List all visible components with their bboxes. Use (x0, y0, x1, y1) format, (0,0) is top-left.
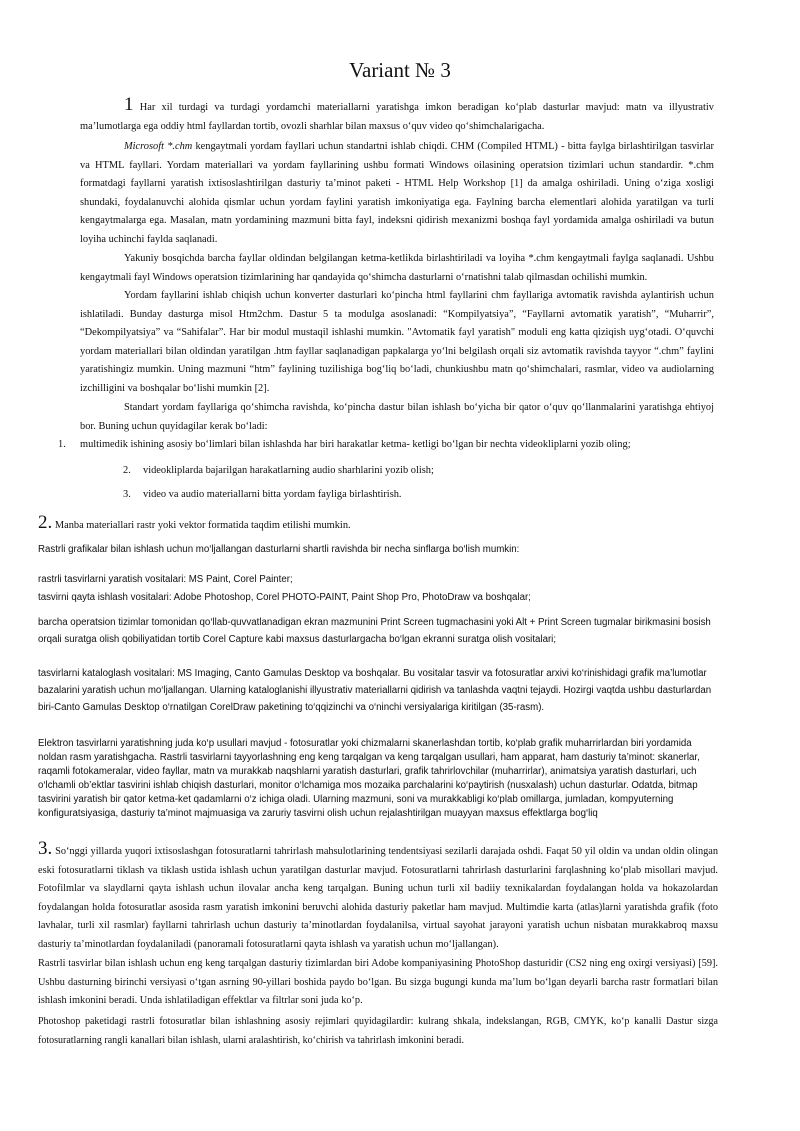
paragraph-2-emphasis: Microsoft *.chm (124, 141, 193, 152)
section-3-paragraph-1-text: So‘nggi yillarda yuqori ixtisoslashgan fotosuratlarni tahrirlash mahsulotlarining tendentsiyasi sezilarli darajada oshdi. Faqat 50 yil oldin va undan oldin olingan eski fotosuratlarni tiklash va tiklash ustida ishlash uchun yaratilgan dasturlar mavjud. Fotosuratlarni tahrirlash dasturlarini farqlashning ko‘plab misollari mavjud. Fotofilmlar va slaydlarni qayta ishlash uchun ilovalar ancha keng tarqalgan. Buning uchun turli xil badiiy texnikalardan foydalangan holda va hokazolardan foydalangan holda fotosuratlar asosida rasm yaratish imkonini beruvchi alohida dasturiy paketlar ham mavjud. Multimdie karta (atlas)larni yaratishda grafik (foto lavhalar, turli xil rasmlar) fayllarni tahrirlash uchun dasturiy ta’minotlardan foydalanilsa, virtual sayohat jarayoni yaratish uchun nisbatan murakkabroq maxsu dasturiy ta’minotlardan foydalaniladi (panoramali fotosuratlarni qayta ishlash va yaratish uchun mo‘ljallangan). (38, 846, 718, 950)
list-item (123, 462, 718, 480)
section-3-paragraph-1 (38, 840, 718, 954)
paragraph-2-text: kengaytmali yordam fayllari uchun standartni ishlab chiqdi. CHM (Compiled HTML) - bitta faylga birlashtirilgan tasvirlar va HTML fayllari. Yordam materiallari va yordam fayllarining ushbu formati Windows oilasining operatsion tizimlari uchun standardir. *.chm formatdagi fayllarni yaratish ixtisoslashtirilgan dasturiy ta’minot paketi - HTML Help Workshop [1] da amalga oshiriladi. Uning o‘ziga xosligi shundaki, foydalanuvchi alohida qismlar uchun yordam faylini yaratish imkoniyatiga ega. Faylning barcha elementlari alohida yaratilgan va turli kengaytmalarga ega. Masalan, matn yordamining mazmuni bitta fayl, indeksni qidirish mexanizmi boshqa fayl yordamida amalga oshiriladi va butun loyiha uchinchi faylda saqlanadi. (80, 141, 714, 245)
section-2-intro: Rastrli grafikalar bilan ishlash uchun mo‘ljallangan dasturlarni shartli ravishda bir necha sinflarga bo‘lish mumkin: (38, 544, 520, 555)
list-text: video va audio materiallarni bitta yordam fayliga birlashtirish. (143, 489, 402, 500)
paragraph-1 (80, 94, 714, 136)
paragraph-5: Standart yordam fayllariga qo‘shimcha ravishda, ko‘pincha dastur bilan ishlash bo‘yicha bir qator o‘quv qo‘llanmalarini yaratishga ehtiyoj bor. Buning uchun quyidagilar kerak bo‘ladi: (80, 402, 714, 432)
paragraph-3: Yakuniy bosqichda barcha fayllar oldindan belgilangan ketma-ketlikda birlashtiriladi va loyiha *.chm kengaytmali faylga saqlanadi. Ushbu kengaytmali fayl Windows operatsion tizimlarining har qandayida qo‘shimcha dasturlarni o‘rnatishni talab qilmasdan ochilishi mumkin. (80, 253, 714, 283)
paragraph-1-text: Har xil turdagi va turdagi yordamchi materiallarni yaratishga imkon beradigan ko‘plab dasturlar mavjud: matn va illyustrativ ma’lumotlarga ega oddiy html fayllardan tortib, ovozli sharhlar bilan maxsus o‘quv video qo‘shimchalarigacha. (80, 102, 714, 132)
section-number-2: 2. (38, 512, 53, 533)
list-text: videokliplarda bajarilgan harakatlarning audio sharhlarini yozib olish; (143, 465, 434, 476)
section-number-1: 1 (124, 94, 134, 115)
section-2-paragraph: Elektron tasvirlarni yaratishning juda ko‘p usullari mavjud - fotosuratlar yoki chizmalarni skanerlashdan tortib, ko‘plab grafik muharrirlardan biri yordamida noldan rasm yaratishgacha. Rastrli tasvirlarni tayyorlashning eng keng tarqalgan va keng tarqalgan usullari, ham apparat, ham dasturiy ta’minot: skanerlar, raqamli fotokameralar, video fayllar, matn va murakkab naqshlarni yaratish dasturlari, grafik tahrirlovchilar (muharrirlar), animatsiya yaratish dasturlari, uch o‘lchamli ob’ektlar tasvirini ishlab chiqish dasturlari, monitor o‘lchamiga mos mozaika parchalarini ko‘paytirish (nusxalash) uchun dasturlar. Odatda, bitmap tasvirini yaratish bir qator ketma-ket qadamlarni o‘z ichiga oladi. Ularning mazmuni, soni va murakkabligi ko‘plab omillarga, jumladan, kompyuterning konfiguratsiyasiga, dasturiy ta’minot majmuasiga va zaruriy tasvirni olish uchun rejalashtirilgan muayyan maxsus effektlarga bog‘liq (38, 738, 700, 819)
list-item: tasvirlarni kataloglash vositalari: MS Imaging, Canto Gamulas Desktop va boshqalar. Bu vositalar tasvir va fotosuratlar arxivi ko‘rinishidagi grafik ma’lumotlar bazalarini yaratish uchun mo‘ljallangan. Ularning kataloglanishi illyustrativ materiallarni qidirish va tanlashda vaqtni tejaydi. Hozirgi vaqtda ushbu dasturlardan biri-Canto Gamulas Desktop o‘rnatilgan CorelDraw paketining to‘qqizinchi va o‘ninchi versiyalariga kiritilgan (35-rasm). (38, 668, 712, 713)
list-item: rastrli tasvirlarni yaratish vositalari: MS Paint, Corel Painter; (38, 574, 293, 585)
paragraph-4: Yordam fayllarini ishlab chiqish uchun konverter dasturlari ko‘pincha html fayllarini chm fayllariga avtomatik ravishda aylantirish uchun ishlatiladi. Bunday dasturga misol Htm2chm. Dastur 5 ta modulga asoslanadi: “Kompilyatsiya”, “Fayllarni avtomatik yaratish”, “Muharrir”, “Dekompilyatsiya” va “Sahifalar”. Har bir modul mustaqil ishlashi mumkin. "Avtomatik fayl yaratish" moduli eng katta qiziqish uyg‘otadi. O‘quvchi yordam materiallari bilan oldindan yaratilgan .htm fayllar saqlanadigan papkalarga yo‘lni belgilash orqali siz avtomatik ravishda tayyor “.chm” faylini yaratishingiz mumkin. Uning mazmuni “htm” faylining tuzilishiga bog‘liq bo‘ladi, chunkiushbu matn qo‘shimchalari, rasmlar, video va audiolarning izchilligini va boshqalar bo‘lishi mumkin [2]. (80, 290, 714, 394)
section-2-heading-text: Manba materiallari rastr yoki vektor formatida taqdim etilishi mumkin. (52, 520, 351, 531)
section-3-paragraph-3: Photoshop paketidagi rastrli fotosuratlar bilan ishlashning asosiy rejimlari quyidagilardir: kulrang shkala, indekslangan, RGB, CMYK, ko‘p kanalli Dastur sizga fotosuratlarning rangli kanallari bilan ishlash, ularni aralashtirish, ko‘chirish va tahrirlash imkonini beradi. (38, 1016, 718, 1046)
page-title: Variant № 3 (349, 58, 451, 82)
section-number-3: 3. (38, 838, 53, 859)
paragraph-2 (80, 138, 714, 250)
list-item (123, 486, 718, 504)
list-item (58, 436, 718, 454)
section-2-heading (38, 514, 718, 534)
list-item: barcha operatsion tizimlar tomonidan qo‘llab-quvvatlanadigan ekran mazmunini Print Screen tugmachasini yoki Alt + Print Screen tugmalar birikmasini bosish orqali suratga olish qobiliyatidan tortib Corel Capture kabi maxsus dasturlargacha bo‘lgan ekranni suratga olish vositalari; (38, 617, 711, 645)
list-number: 1. (58, 439, 66, 450)
list-item: tasvirni qayta ishlash vositalari: Adobe Photoshop, Corel PHOTO-PAINT, Paint Shop Pro, PhotoDraw va boshqalar; (38, 592, 531, 603)
list-text: multimedik ishining asosiy bo‘limlari bilan ishlashda har biri harakatlar ketma- ketligi bo‘lgan bir nechta videokliplarni yozib oling; (80, 439, 631, 450)
section-3-paragraph-2: Rastrli tasvirlar bilan ishlash uchun eng keng tarqalgan dasturiy tizimlardan biri Adobe kompaniyasining PhotoShop dasturidir (CS2 ning eng oxirgi versiyasi) [59]. Ushbu dasturning birinchi versiyasi o‘tgan asrning 90-yillari boshida paydo bo‘lgan. Bu sizga bugungi kunda ma’lum bo‘lgan deyarli barcha rastr formatlari bilan ishlash imkonini beradi. Unda ishlatiladigan effektlar va filtrlar soni juda ko‘p. (38, 958, 718, 1006)
list-number: 2. (123, 465, 131, 476)
list-number: 3. (123, 489, 131, 500)
